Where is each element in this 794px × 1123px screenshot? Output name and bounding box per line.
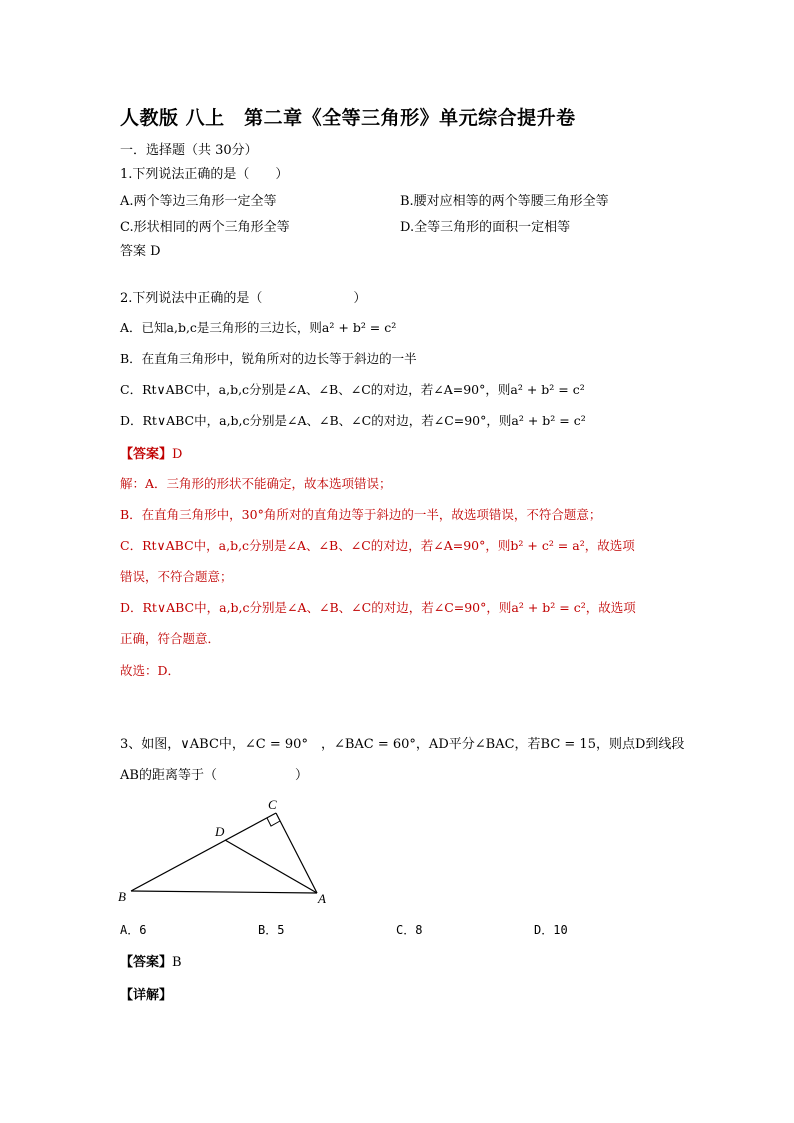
q2-answer <box>120 443 182 462</box>
q2-option-c: C．Rt∨ABC中，a,b,c分别是∠A、∠B、∠C的对边，若∠A=90°，则a² + b² = c² <box>120 382 585 397</box>
q3-stem-line1: 3、如图，∨ABC中，∠C = 90° ，∠BAC = 60°，AD平分∠BAC，若BC = 15，则点D到线段 <box>120 737 685 752</box>
section-heading: 一．选择题（共 30分） <box>120 143 258 158</box>
segment-ba <box>131 891 317 893</box>
q3-option-a: A．6 <box>120 923 147 937</box>
q3-option-c: C．8 <box>396 923 423 937</box>
q3-option-b: B．5 <box>258 923 285 937</box>
document-title: 人教版 八上 第二章《全等三角形》单元综合提升卷 <box>120 107 576 129</box>
triangle-figure <box>110 790 350 910</box>
label-a: A <box>318 891 326 906</box>
q2-solution-conclusion: 故选：D． <box>120 663 181 678</box>
q2-solution-intro: 解：A．三角形的形状不能确定，故本选项错误； <box>120 476 392 491</box>
q1-option-b: B.腰对应相等的两个等腰三角形全等 <box>400 194 609 209</box>
q2-option-b: B．在直角三角形中，锐角所对的边长等于斜边的一半 <box>120 351 417 366</box>
right-angle-mark <box>267 818 280 826</box>
label-c: C <box>268 797 277 812</box>
q2-solution-d-line2: 正确，符合题意． <box>120 631 221 646</box>
q2-solution-c-line2: 错误，不符合题意； <box>120 569 233 584</box>
q2-answer-value: D <box>172 447 183 462</box>
q3-answer-tag: 【答案】 <box>120 955 173 970</box>
q1-option-a: A.两个等边三角形一定全等 <box>120 194 277 209</box>
q1-answer: 答案 D <box>120 244 161 259</box>
q3-detail-tag: 【详解】 <box>120 988 173 1003</box>
q3-option-d: D．10 <box>534 923 568 937</box>
q2-solution-d-line1: D．Rt∨ABC中，a,b,c分别是∠A、∠B、∠C的对边，若∠C=90°，则a² + b² = c²，故选项 <box>120 600 636 615</box>
q1-option-d: D.全等三角形的面积一定相等 <box>400 220 571 235</box>
q1-option-c: C.形状相同的两个三角形全等 <box>120 220 290 235</box>
q2-option-a: A．已知a,b,c是三角形的三边长，则a² + b² = c² <box>120 320 397 335</box>
segment-bc <box>131 813 276 891</box>
q1-stem: 1.下列说法正确的是（ ） <box>120 167 289 182</box>
q2-solution-c-line1: C．Rt∨ABC中，a,b,c分别是∠A、∠B、∠C的对边，若∠A=90°，则b² + c² = a²，故选项 <box>120 538 635 553</box>
q2-option-d: D．Rt∨ABC中，a,b,c分别是∠A、∠B、∠C的对边，若∠C=90°，则a² + b² = c² <box>120 413 586 428</box>
q2-solution-b: B．在直角三角形中，30°角所对的直角边等于斜边的一半，故选项错误，不符合题意； <box>120 507 602 522</box>
q3-answer <box>120 951 182 970</box>
q2-stem: 2.下列说法中正确的是（ ） <box>120 291 367 306</box>
label-d: D <box>215 824 225 839</box>
q3-answer-value: B <box>172 955 182 970</box>
q3-stem-line2: AB的距离等于（ ） <box>120 768 308 783</box>
label-b: B <box>118 889 126 904</box>
q2-answer-tag: 【答案】 <box>120 447 173 462</box>
